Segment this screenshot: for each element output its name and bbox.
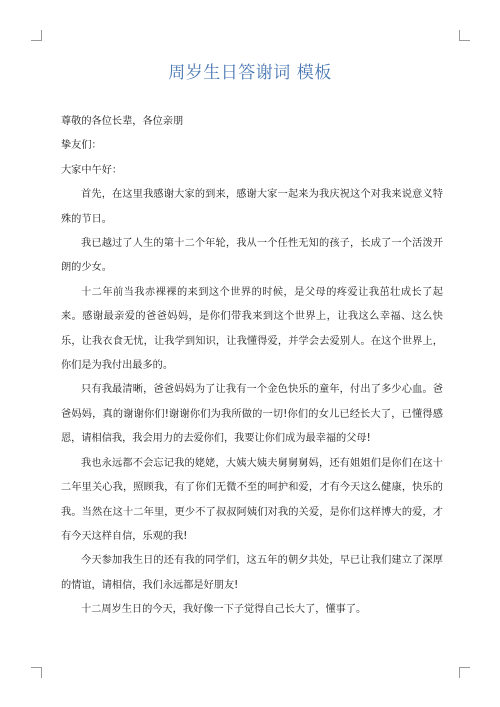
paragraph: 十二周岁生日的今天，我好像一下子觉得自己长大了，懂事了。 <box>81 604 367 616</box>
document-body <box>61 110 443 623</box>
greeting-line-1: 尊敬的各位长辈，各位亲朋 <box>61 116 184 127</box>
crop-mark-top-left <box>31 30 42 41</box>
paragraph: 只有我最清晰，爸爸妈妈为了让我有一个金色快乐的童年，付出了多少心血。爸爸妈妈，真的谢谢你们!谢谢你们为我所做的一切!你们的女儿已经长大了，已懂得感恩，请相信我，我会用力的去爱你们，我要让你们成为最幸福的父母! <box>61 384 443 445</box>
paragraph: 十二年前当我赤裸裸的来到这个世界的时候，是父母的疼爱让我茁壮成长了起来。感谢最亲爱的爸爸妈妈，是你们带我来到这个世界上，让我这么幸福、这么快乐，让我衣食无忧，让我学到知识，让我懂得爱，并学会去爱别人。在这个世界上，你们是为我付出最多的。 <box>61 286 443 372</box>
crop-mark-bottom-left <box>31 667 42 678</box>
paragraph: 首先，在这里我感谢大家的到来，感谢大家一起来为我庆祝这个对我来说意义特殊的节日。 <box>61 189 443 225</box>
greeting-line-2: 挚友们： <box>61 140 102 152</box>
paragraph: 今天参加我生日的还有我的同学们，这五年的朝夕共处，早已让我们建立了深厚的情谊，请相信，我们永远都是好朋友! <box>61 555 443 591</box>
greeting-line-3: 大家中午好： <box>61 164 123 176</box>
crop-mark-bottom-right <box>459 667 470 678</box>
crop-mark-top-right <box>459 30 470 41</box>
document-title: 周岁生日答谢词 模板 <box>168 63 332 83</box>
paragraph: 我也永远都不会忘记我的姥姥，大姨大姨夫舅舅舅妈，还有姐姐们是你们在这十二年里关心我，照顾我，有了你们无微不至的呵护和爱，才有今天这么健康，快乐的我。当然在这十二年里，更少不了叔叔阿姨们对我的关爱，是你们这样博大的爱，才有今天这样自信，乐观的我! <box>61 457 443 542</box>
paragraph: 我已越过了人生的第十二个年轮，我从一个任性无知的孩子，长成了一个活泼开朗的少女。 <box>61 238 443 274</box>
